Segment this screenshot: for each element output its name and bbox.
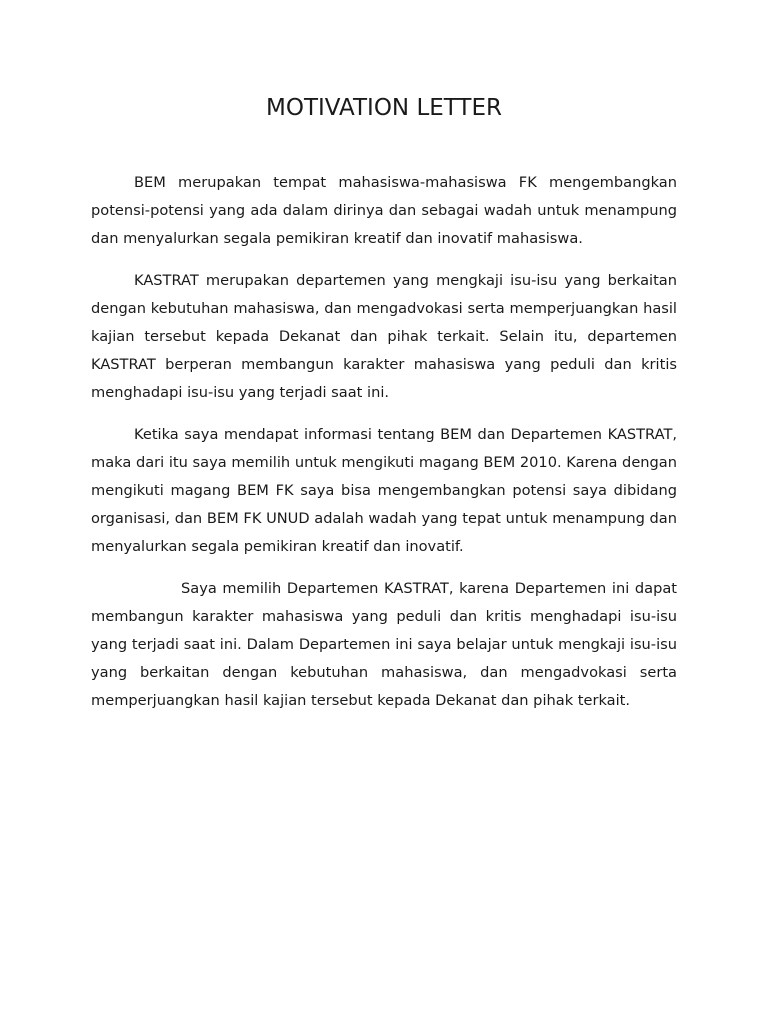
paragraph-magang: Ketika saya mendapat informasi tentang BEM dan Departemen KASTRAT, maka dari itu saya memilih untuk mengikuti magang BEM 2010. Karena dengan mengikuti magang BEM FK saya bisa mengembangkan potensi saya dibidang organisasi, dan BEM FK UNUD adalah wadah yang tepat untuk menampung dan menyalurkan segala pemikiran kreatif dan inovatif. [91, 426, 677, 555]
paragraph-choice: Saya memilih Departemen KASTRAT, karena Departemen ini dapat membangun karakter mahasiswa yang peduli dan kritis menghadapi isu-isu yang terjadi saat ini. Dalam Departemen ini saya belajar untuk mengkaji isu-isu yang berkaitan dengan kebutuhan mahasiswa, dan mengadvokasi serta memperjuangkan hasil kajian tersebut kepada Dekanat dan pihak terkait. [91, 580, 677, 709]
paragraph-kastrat: KASTRAT merupakan departemen yang mengkaji isu-isu yang berkaitan dengan kebutuhan mahasiswa, dan mengadvokasi serta memperjuangkan hasil kajian tersebut kepada Dekanat dan pihak terkait. Selain itu, departemen KASTRAT berperan membangun karakter mahasiswa yang peduli dan kritis menghadapi isu-isu yang terjadi saat ini. [91, 272, 677, 401]
paragraph-bem: BEM merupakan tempat mahasiswa-mahasiswa FK mengembangkan potensi-potensi yang ada dalam dirinya dan sebagai wadah untuk menampung dan menyalurkan segala pemikiran kreatif dan inovatif mahasiswa. [91, 174, 677, 247]
document-title: MOTIVATION LETTER [266, 95, 502, 121]
